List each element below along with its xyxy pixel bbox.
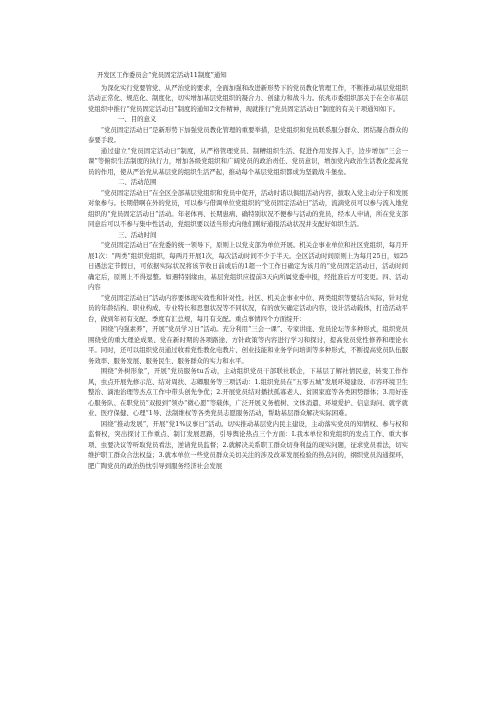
paragraph: “党员固定活动日”在全区全部基层党组织和党员中促开，活动时诺以俱组活动内容，拔取入党主动分子和发展对象参与。长期借啊在外的党员，可以参与借调单位党组织的“党员固定活动日”活动，流滴党员可以参与流入地党组织的“党员固定活动日”活动。年老体再、长期患病、确特别状况不便参与活动的党员，经本人申请，所在党支部同意后可以不参与集中性活动，党组织要以适当形式向他们刚好通报活动状况并支配好如织生活。 (88, 188, 408, 228)
document-body (88, 83, 408, 472)
section-heading: 二、活动范围 (118, 178, 157, 186)
paragraph: 为深化实行党要管党、从严治党的要求，全面加强和改进新形势下的党员教化管理工作，不断推动基层党组织活动正常化、规范化、制度化，切实增加基层党组织的凝合力、创建力和战斗力。依兆市委组织部关于在全市基层党组织中推行“党员固定活动日”制度的通知2文件精神，现就推行“党员固定活动日”制度的有关干项通知如下。 (88, 83, 408, 113)
paragraph: 围绕“外树形象”，开展“党员服务tu舌动，主动组织党员干部联社联企，下基层了解社情民意，转变工作作风，虫点开展先修示范、结对周扶、志卿服务等三项活动：1.组织党员在“五零五城”发展环境建设、市容环境卫生整治、滴池治理等杰点工作中带头创先争优；2.开展党员结对播扶孤寡老人、贫困家庭等各类困势群体；3.用好连心服务队、在职党员“双报到”领办“微心愿”等载体，广泛开展义务植树、文体消遣、环境爱护、信息询问、就学就业、医疗保健、心理“1导、法制维权等各类党员志愿服务活动，帮助基层群众解决实际困难。 (88, 367, 408, 417)
paragraph: 困绕“内强素养”，开展“党员学习日”活动。充分利用“三会一课”、专家讲座、党员论坛等多种形式，组织党员围绕党的重大理论成果、党在新时期的各项路途、方针政策等内容进行学习和探讨，提高党员党性修养和理论水平。同时，还可以组织党员通过收看党性教化电教片、创业技能和业务学问培训等多种形式，不断提高党员队伍服务效率、服务发展、服务民生、服务群众的实力和水平。 (88, 325, 408, 365)
document-page (88, 70, 408, 700)
paragraph: “党员固定活动日”在党委的统一领导下，原则上以党支部为单位开展。机关企事业单位和社区党组织，每月开展1次：“两类”组织党组织，每两月开展1次，每次活动时间不少于半天。全区活动时间原则上为每月25日，如25日遇法定节假日，可依据实际状况将该节收日前或后的1超一个工作日确定为该月的“党员固定活动日，活动时间确定后，原则上不得逗整。如遇特别缘由，基层党组织应提前3天向所属党委申报，经批准后方可变更。四、活动内容 (88, 241, 408, 291)
paragraph: 困绕“推动发展”，开展“党1%议事日”活动。切实推动基层党内民主建设，主动落实党员的知情权、参与权和监督权，突出探讨工作重点、制订发展思路，引导舆论热点三个方面：I.我本单位和党组织的发点工作、重大事项、虫要决议等听取党员看法，逆请党员监督；2.就解决关系职工群众切身利益的现实问题，征求党员看法，切实维护职工群众合法权益；3.就本单位一些党员群众关切关注的涉及改革发展检验的热点问的，纲织党员沟通探环，肥广陶党员的政治热忱引导到服务经济社会发展 (88, 419, 408, 470)
paragraph: “党员固定活动日”是新形势下加强党员教化管理的重要举措，是党组织和党员联系服分群众、团结凝合群众的泰要手段。 (88, 125, 408, 144)
section-heading: 三、活动时间 (118, 230, 157, 239)
document-title: 开发区工作委员会“党员固定活动11制度”通知 (96, 71, 227, 79)
paragraph: “党员固定活动日”活动内容要体现实效性和针对性。社区、机关企事业中位、两类组织等要结合实际，针对党员的年龄结构、职业构成、专业特长和思想状况等不同状况，有的放矢确定活动内容，设计活动载体，打造活动平台，做到年初有支配、季度有汇总规，每月有支配。重点事情四个方面绽开： (88, 293, 408, 323)
section-heading: 一、目的意义 (118, 115, 157, 123)
paragraph: 通过建立“党员固定活动日”制度，从严格管理党员、制糟组织生活、促进作用发挥入手，边步增加“三会一课”等俯织生活制度的执行力，增加各级党组织和广阔党员的政治责任、党员意识，增加党内政治生活教化提高党员的作用，使从严治党从基层党的组织生活严起，推动每个基层党组织都成为坚毅战斗堡垒。 (88, 146, 408, 176)
